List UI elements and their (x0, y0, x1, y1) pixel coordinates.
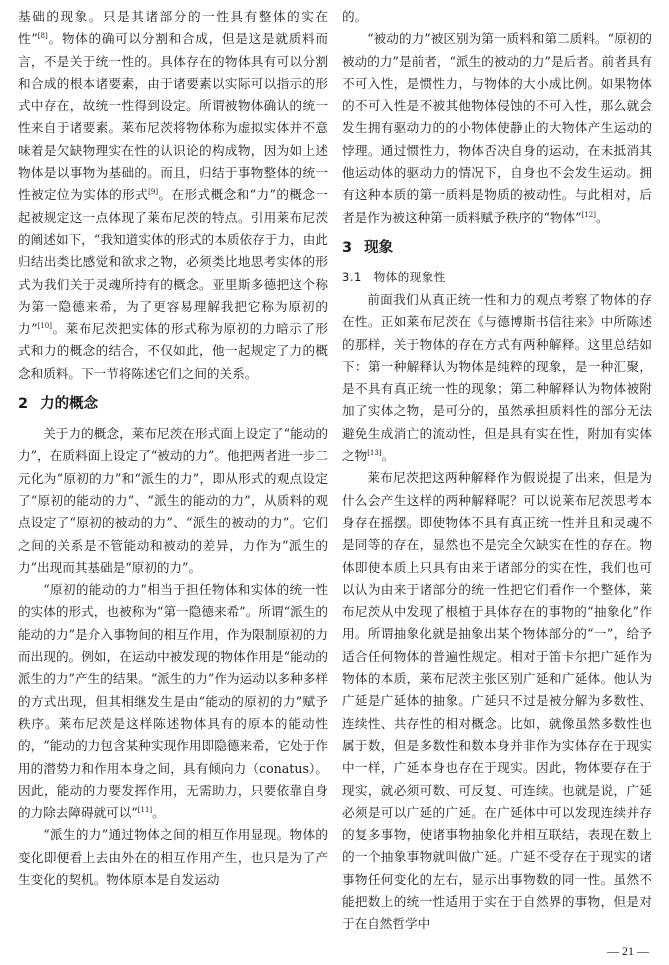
page-number: — 21 — (607, 944, 649, 958)
left-paragraph-2: 关于力的概念，莱布尼茨在形式面上设定了“能动的力”，在质料面上设定了“被动的力”。他把两者进一步二元化为“原初的力”和“派生的力”，即从形式的观点设定了“原初的能动的力”、“派生的能动的力”，从质料的观点设定了“原初的被动的力”、“派生的被动的力”。它们之间的关系是不管能动和被动的差异，力作为“派生的力”出现而其基础是“原初的力”。 (18, 426, 328, 575)
citation-ref: [12] (581, 210, 596, 219)
citation-ref: [9] (148, 188, 159, 197)
section-heading-3: 3 现象 (342, 239, 394, 256)
right-column (342, 6, 652, 936)
right-paragraph-2: “被动的力”被区别为第一质料和第二质料。“原初的被动的力”是前者，“派生的被动的力”是后者。前者具有不可入性，是惯性力，与物体的大小成比例。如果物体的不可入性是不被其他物体侵蚀的不可入性，那么就会发生拥有驱动力的的小物体使静止的大物体产生运动的悖理。通过惯性力，物体否决自身的运动，在未抵消其他运动体的驱动力的情况下，自身也不会发生运动。拥有这种本质的第一质料是物质的被动性。与此相对，后者是作为被这种第一质料赋予秩序的“物体”[12]。 (342, 31, 652, 225)
right-paragraph-4: 莱布尼茨把这两种解释作为假说提了出来，但是为什么会产生这样的两种解释呢？可以说莱布尼茨思考本身存在摇摆。即使物体不具有真正统一性并且和灵魂不是同等的存在，显然也不是完全欠缺实在性的存在。物体即使本质上只具有由来于诸部分的实在性，我们也可以认为由来于诸部分的统一性把它们看作一个整体，莱布尼茨从中发现了根植于具体存在的事物的“抽象化”作用。所谓抽象化就是抽象出某个物体部分的“一”，给予适合任何物体的普遍性规定。相对于笛卡尔把广延作为物体的本质，莱布尼茨主张区别广延和广延体。他认为广延是广延体的抽象。广延只不过是被分解为多数性、连续性、共存性的相对概念。比如，就像虽然多数性也属于数，但是多数性和数本身并非作为实体存在于现实中一样，广延本身也存在于现实。因此，物体要存在于现实，就必须可数、可反复、可连续。也就是说，广延必须是可以广延的广延。在广延体中可以发现连续并存的复多事物，使诸事物抽象化并相互联结，表现在数上的一个抽象事物就叫做广延。广延不受存在于现实的诸事物任何变化的左右，显示出事物数的同一性。虽然不能把数上的统一性适用于实在于自然界的事物，但是对于在自然哲学中 (342, 470, 652, 932)
right-paragraph-1: 的。 (342, 9, 368, 24)
section-heading-2: 2 力的概念 (18, 396, 99, 413)
right-paragraph-3: 前面我们从真正统一性和力的观点考察了物体的存在性。正如莱布尼茨在《与德博斯书信往来》中所陈述的那样，关于物体的存在方式有两种解释。这里总结如下：第一种解释认为物体是纯粹的现象，是一种汇聚，是不具有真正统一性的现象；第二种解释认为物体被附加了实体之物，是可分的，虽然承担质料性的部分无法避免生成消亡的流动性，但是具有实在性，附加有实体之物[13]。 (342, 291, 652, 464)
subsection-heading-3-1: 3.1 物体的现象性 (342, 269, 446, 284)
citation-ref: [8] (37, 32, 48, 41)
left-paragraph-1: 基础的现象。只是其诸部分的一性具有整体的实在性”[8]。物体的确可以分割和合成，但是这是就质料而言，不是关于统一性的。具体存在的物体具有可以分割和合成的根本诸要素，由于诸要素以实际可以指示的形式中存在，故统一性得到设定。所谓被物体确认的统一性来自于诸要素。莱布尼茨将物体称为虚拟实体并不意味着是欠缺物理实在性的认识论的构成物，因为如上述物体是以事物为基础的。而且，归结于事物整体的统一性被定位为实体的形式[9]。在形式概念和“力”的概念一起被规定这一点体现了莱布尼茨的特点。引用莱布尼茨的阐述如下，“我知道实体的形式的本质依存于力，由此归结出类比感觉和欲求之物，必须类比地思考实体的形式为我们关于灵魂所持有的概念。亚里斯多德把这个称为第一隐德来希，为了更容易理解我把它称为原初的力”[10]。莱布尼茨把实体的形式称为原初的力暗示了形式和力的概念的结合，不仅如此，他一起规定了力的概念和质料。下一节将陈述它们之间的关系。 (18, 9, 328, 381)
citation-ref: [11] (137, 805, 153, 814)
left-paragraph-4: “派生的力”通过物体之间的相互作用显现。物体的变化即便看上去由外在的相互作用产生，也只是为了产生变化的契机。物体原本是自发运动 (18, 827, 328, 887)
citation-ref: [13] (367, 448, 382, 457)
left-paragraph-3: “原初的能动的力”相当于担任物体和实体的统一性的实体的形式，也被称为“第一隐德来希”。所谓“派生的能动的力”是介入事物间的相互作用，作为限制原初的力而出现的。例如，在运动中被发现的物体作用是“能动的派生的力”产生的结果。“派生的力”作为运动以多种多样的方式出现，但其相继发生是由“能动的原初的力”赋予秩序。莱布尼茨是这样陈述物体具有的原本的能动性的，“能动的力包含某种实现作用即隐德来希，它处于作用的潜势力和作用本身之间，具有倾向力（conatus）。因此，能动的力要发挥作用，无需助力，只要依靠自身的力除去障碍就可以”[11]。 (18, 582, 328, 821)
citation-ref: [10] (37, 321, 52, 330)
left-column (18, 6, 328, 891)
